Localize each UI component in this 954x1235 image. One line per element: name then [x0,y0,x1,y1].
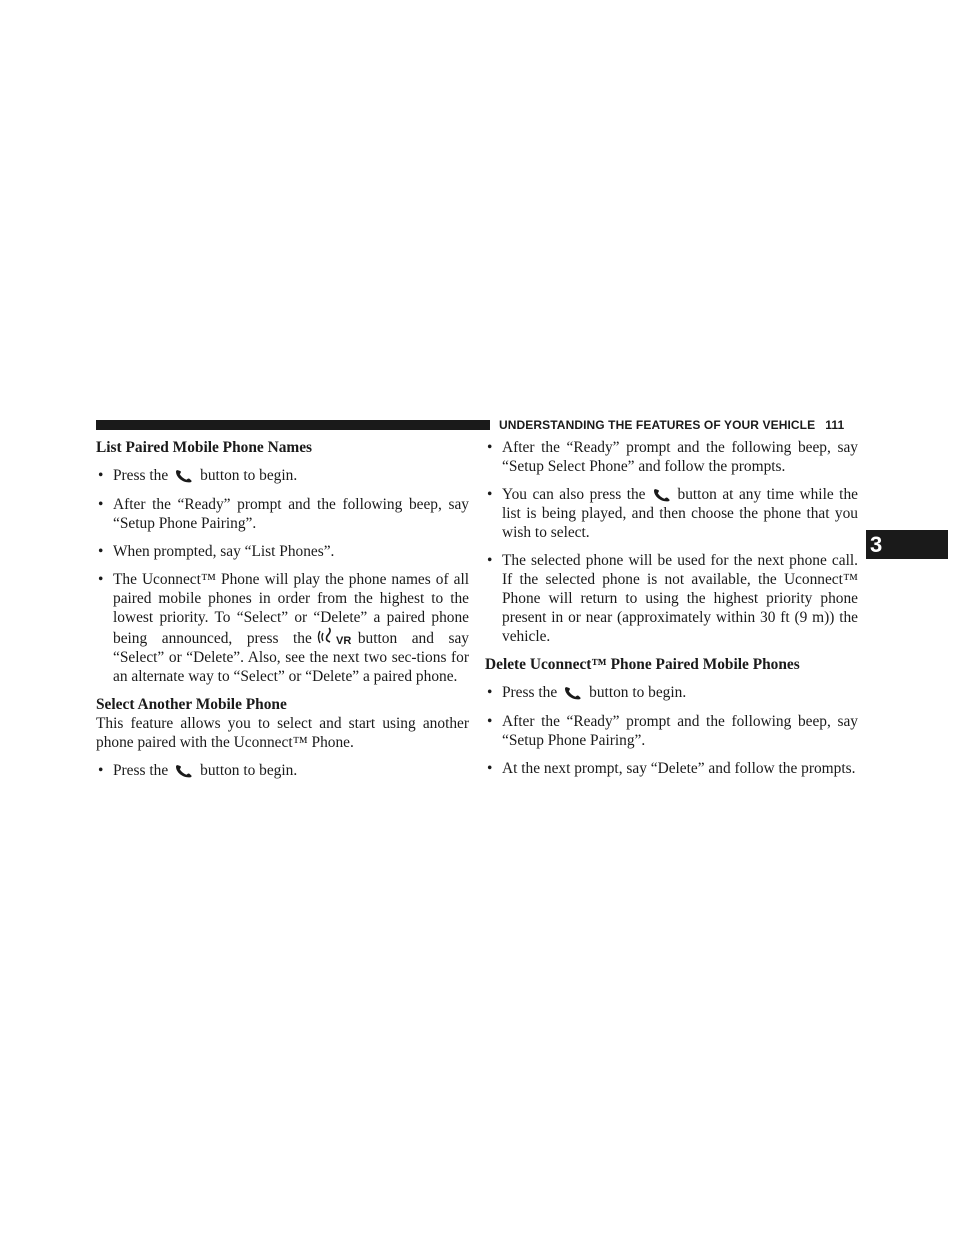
list-item: • After the “Ready” prompt and the following beep, say “Setup Phone Pairing”. [96,495,469,533]
select-intro: This feature allows you to select and start using another phone paired with the Uconnect™ Phone. [96,715,469,751]
right-column [485,438,858,778]
svg-text:VR: VR [335,635,352,647]
list-item: • Press the button to begin. [96,761,469,780]
list-item: • The Uconnect™ Phone will play the phone names of all paired mobile phones in order from the highest to the lowest priority. To “Select” or “Delete” a paired phone being announced, press the VR button and say “Select” or “Delete”. Also, see the next two sec-tions for an alternate way to “Select” or “Delete” a paired phone. [96,570,469,686]
list-phones-steps [96,466,469,686]
section-heading-list-phones: List Paired Mobile Phone Names [96,439,313,456]
section-heading-delete-phones: Delete Uconnect™ Phone Paired Mobile Phones [485,656,800,673]
list-item: • You can also press the button at any time while the list is being played, and then choose the phone that you wish to select. [485,485,858,542]
phone-handset-icon [174,469,196,483]
list-item: • At the next prompt, say “Delete” and follow the prompts. [485,759,858,778]
phone-handset-icon [174,764,196,778]
list-item: • Press the button to begin. [485,683,858,702]
list-item: • When prompted, say “List Phones”. [96,542,469,561]
running-header [499,418,859,432]
list-item: • After the “Ready” prompt and the following beep, say “Setup Select Phone” and follow the prompts. [485,438,858,476]
left-column [96,438,469,780]
list-item: • After the “Ready” prompt and the following beep, say “Setup Phone Pairing”. [485,712,858,750]
voice-recognition-icon [316,627,354,647]
list-item: • The selected phone will be used for the next phone call. If the selected phone is not available, the Uconnect™ Phone will return to using the highest priority phone present in or near (approximately within 30 ft (9 m)) the vehicle. [485,551,858,646]
chapter-tab: 3 [866,530,948,559]
section-title: UNDERSTANDING THE FEATURES OF YOUR VEHICLE [499,418,816,432]
section-heading-select-phone: Select Another Mobile Phone [96,696,287,713]
phone-handset-icon [563,686,585,700]
phone-handset-icon [652,488,674,502]
select-phone-steps [96,761,469,780]
select-phone-steps-continued [485,438,858,646]
list-item: • Press the button to begin. [96,466,469,485]
delete-phone-steps [485,683,858,778]
page-number: 111 [825,418,845,432]
header-rule [96,420,490,430]
